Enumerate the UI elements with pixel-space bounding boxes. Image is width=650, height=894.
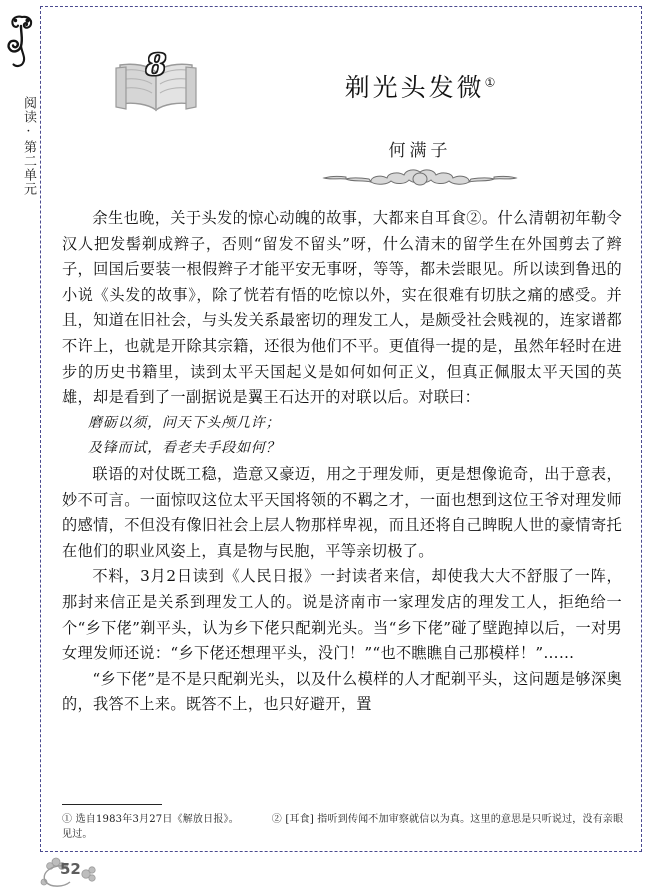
paragraph: 不料，3月2日读到《人民日报》一封读者来信，却使我大大不舒服了一阵，那封来信正是关系到理发工人的。说是济南市一家理发店的理发工人，拒绝给一个“乡下佬”剃平头，认为乡下佬只配剃光头。当“乡下佬”碰了壁跑掉以后，一对男女理发师还说：“乡下佬还想理平头，没门！”“也不瞧瞧自己那模样！”……	[62, 567, 622, 663]
footnote-mark: ①	[62, 814, 73, 825]
paragraph: 余生也晚，关于头发的惊心动魄的故事，大都来自耳食②。什么清朝初年勒令汉人把发髻剃成辫子，否则“留发不留头”呀，什么清末的留学生在外国剪去了辫子，回国后要装一根假辫子才能平安无事呀，等等，都未尝眼见。所以读到鲁迅的小说《头发的故事》，除了恍若有悟的吃惊以外，实在很难有切肤之痛的感受。并且，知道在旧社会，与头发关系最密切的理发工人，是颇受社会贱视的，连家谱都不许上，也就是开除其宗籍，还很为他们不平。更值得一提的是，虽然年轻时在进步的历史书籍里，读到太平天国起义是如何如何正义，但真正佩服太平天国的英雄，却是看到了一副据说是翼王石达开的对联以后。对联曰：	[62, 209, 622, 407]
paragraph: 联语的对仗既工稳，造意又豪迈，用之于理发师，更是想像诡奇，出于意表，妙不可言。一面惊叹这位太平天国将领的不羁之才，一面也想到这位王爷对理发师的感情，不但没有像旧社会上层人物那样卑视，而且还将自己睥睨人世的豪情寄托在他们的职业风姿上，真是物与民胞，平等亲切极了。	[62, 464, 622, 560]
article-title-text: 剃光头发微	[344, 73, 485, 102]
scroll-flourish-ornament	[2, 14, 42, 70]
article-header	[60, 44, 620, 194]
title-footnote-mark: ①	[484, 75, 496, 90]
footnote-separator	[62, 804, 162, 805]
footnote-item	[62, 812, 624, 842]
folio	[34, 856, 124, 890]
footnote-list	[62, 812, 624, 842]
page-title	[230, 68, 610, 104]
running-head-label: 阅读·第二单元	[21, 96, 36, 196]
footnote-mark: ②	[271, 814, 282, 825]
footnote-text: 选自1983年3月27日《解放日报》。	[75, 814, 239, 825]
footnote-text: [耳食] 指听到传闻不加审察就信以为真。这里的意思是只听说过，没有亲眼见过。	[62, 814, 624, 840]
couplet-line: 磨砺以须，问天下头颅几许；	[88, 414, 281, 431]
chapter-number-badge	[110, 48, 202, 118]
article-author: 何满子	[388, 141, 452, 161]
chapter-number: 8	[145, 48, 167, 83]
couplet-line: 及锋而试，看老夫手段如何？	[88, 440, 281, 457]
floral-divider-ornament	[230, 166, 610, 192]
page-number: 52	[60, 860, 81, 878]
paragraph: “乡下佬”是不是只配剃光头，以及什么模样的人才配剃平头，这问题是够深奥的，我答不上来。既答不上，也只好避开，置	[62, 669, 622, 714]
article-body	[62, 206, 622, 718]
